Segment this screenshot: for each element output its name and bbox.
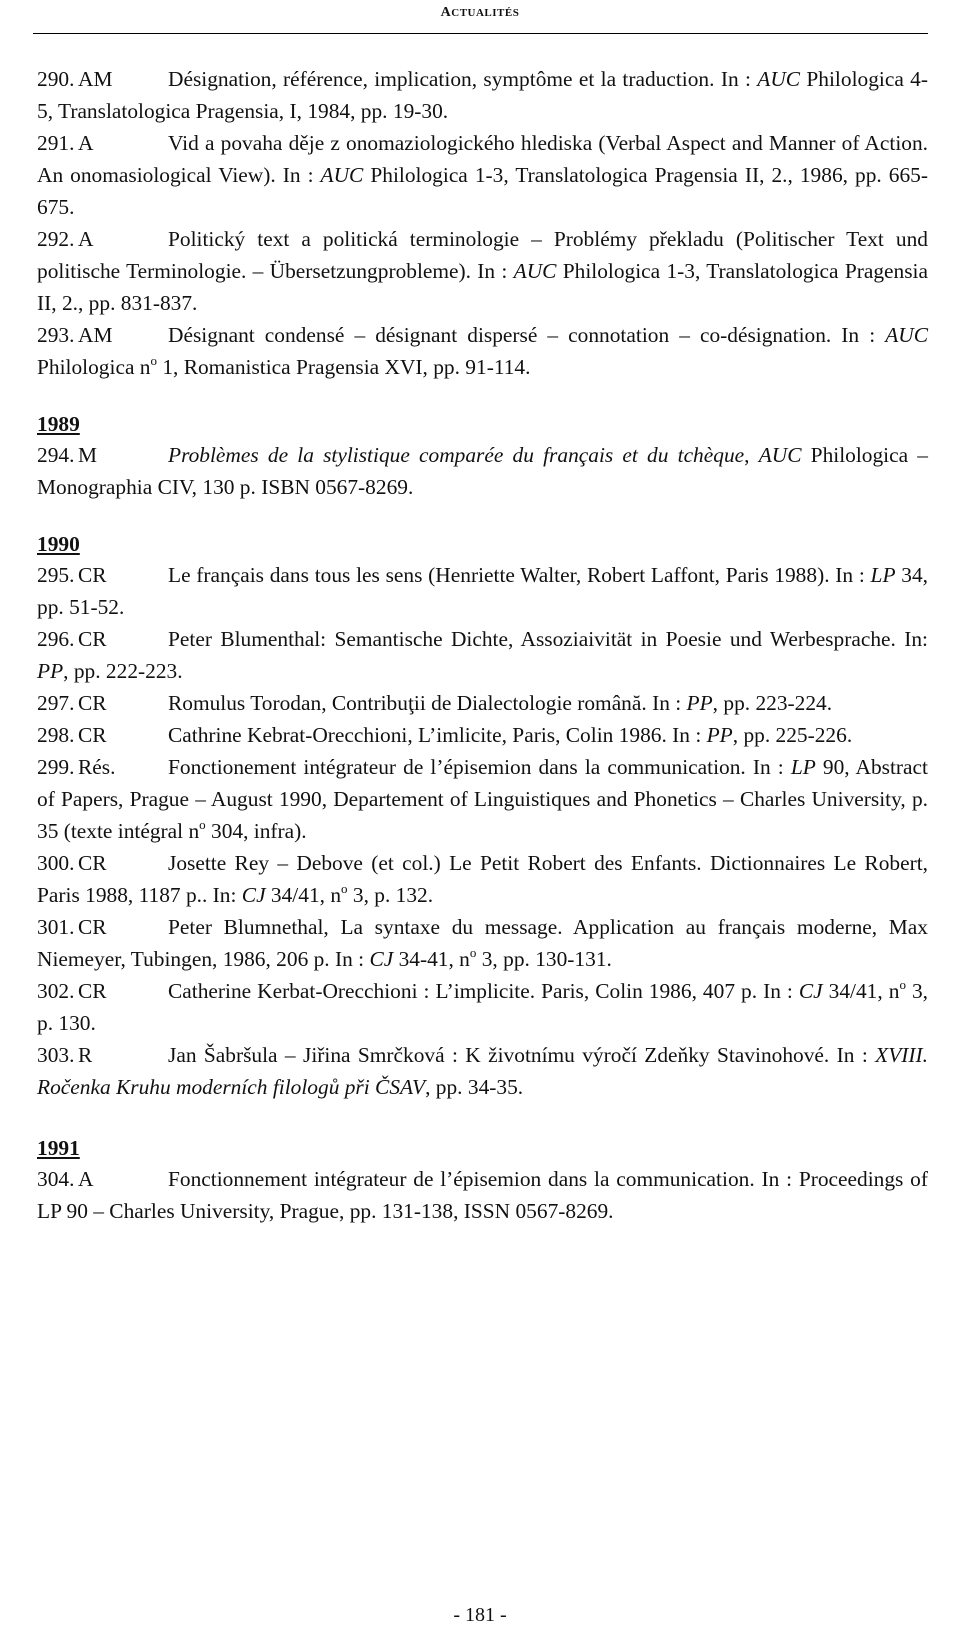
entry-text: Peter Blumnethal, La syntaxe du message. Application au français moderne, Max Niemeyer, Tubingen, 1986, 206 p. In : CJ 34-41, $n^o$ 3, pp. 130-131. (37, 915, 928, 971)
entry-type: AM (78, 67, 113, 91)
year-section-1989 (37, 409, 928, 503)
entry-number: 300. (37, 851, 75, 875)
entry-text: Fonctionement intégrateur de l’épisemion dans la communication. In : LP 90, Abstract of Papers, Prague – August 1990, Departement of Linguistiques and Phonetics – Charles University, p. 35 (texte intégral $n^o$ 304, infra). (37, 755, 928, 843)
entry-text: Romulus Torodan, Contribuţii de Dialectologie română. In : PP, pp. 223-224. (168, 691, 833, 715)
entry-type: R (78, 1043, 93, 1067)
bibliography-entry (37, 847, 928, 911)
bibliography-entry (37, 719, 928, 751)
entry-type: CR (78, 979, 107, 1003)
entry-text: Fonctionnement intégrateur de l’épisemion dans la communication. In : Proceedings of LP 90 – Charles University, Prague, pp. 131-138, ISSN 0567-8269. (37, 1167, 928, 1223)
entry-text: Politický text a politická terminologie – Problémy překladu (Politischer Text und politische Terminologie. – Übersetzungprobleme). In : AUC Philologica 1-3, Translatologica Pragensia II, 2., pp. 831-837. (37, 227, 928, 315)
entry-group (37, 1163, 928, 1227)
bibliography-entry (37, 127, 928, 223)
bibliography-entry (37, 975, 928, 1039)
year-heading: 1989 (37, 412, 80, 436)
year-heading: 1990 (37, 532, 80, 556)
entry-number: 302. (37, 979, 75, 1003)
entry-number: 292. (37, 227, 75, 251)
entry-group (37, 439, 928, 503)
entry-group (37, 559, 928, 1103)
entry-text: Désignant condensé – désignant dispersé – connotation – co-désignation. In : AUC Philologica $n^o$ 1, Romanistica Pragensia XVI, pp. 91-114. (37, 323, 928, 379)
entry-number: 290. (37, 67, 75, 91)
entry-type: CR (78, 851, 107, 875)
bibliography-entry (37, 911, 928, 975)
bibliography-entry (37, 751, 928, 847)
bibliography-entry (37, 223, 928, 319)
entry-text: Cathrine Kebrat-Orecchioni, L’imlicite, Paris, Colin 1986. In : PP, pp. 225-226. (168, 723, 853, 747)
entry-number: 303. (37, 1043, 75, 1067)
entry-text: Jan Šabršula – Jiřina Smrčková : K životnímu výročí Zdeňky Stavinohové. In : XVIII. Ročenka Kruhu moderních filologů při ČSAV, pp. 34-35. (37, 1043, 928, 1099)
entry-type: CR (78, 691, 107, 715)
entry-type: CR (78, 915, 107, 939)
bibliography-entry (37, 559, 928, 623)
entry-number: 291. (37, 131, 75, 155)
entry-number: 301. (37, 915, 75, 939)
entry-type: CR (78, 627, 107, 651)
entry-text: Le français dans tous les sens (Henriette Walter, Robert Laffont, Paris 1988). In : LP 34, pp. 51-52. (37, 563, 928, 619)
entry-text: Désignation, référence, implication, symptôme et la traduction. In : AUC Philologica 4-5, Translatologica Pragensia, I, 1984, pp. 19-30. (37, 67, 928, 123)
entry-type: CR (78, 563, 107, 587)
bibliography-entry (37, 319, 928, 383)
entry-type: AM (78, 323, 113, 347)
bibliography-entry (37, 687, 928, 719)
year-section-1990 (37, 529, 928, 1103)
entry-type: A (78, 1167, 94, 1191)
running-head-initial: A (440, 5, 452, 20)
entry-text: Problèmes de la stylistique comparée du français et du tchèque, AUC Philologica – Monographia CIV, 130 p. ISBN 0567-8269. (37, 443, 928, 499)
bibliography-entry (37, 439, 928, 503)
year-heading: 1991 (37, 1136, 80, 1160)
entry-number: 296. (37, 627, 75, 651)
entry-text: Peter Blumenthal: Semantische Dichte, Assoziaivität in Poesie und Werbesprache. In: PP, pp. 222-223. (37, 627, 928, 683)
entry-type: A (78, 227, 94, 251)
page-number: - 181 - (453, 1604, 507, 1626)
bibliography-entry (37, 63, 928, 127)
entry-type: CR (78, 723, 107, 747)
running-head-rest: CTUALITÉS (451, 7, 520, 19)
entry-number: 297. (37, 691, 75, 715)
entry-type: Rés. (78, 755, 116, 779)
entry-type: M (78, 443, 98, 467)
bibliography-entry (37, 1163, 928, 1227)
running-head (0, 5, 960, 21)
header-rule (33, 33, 928, 34)
bibliography-content (37, 63, 928, 1227)
year-section-1991 (37, 1133, 928, 1227)
entry-number: 293. (37, 323, 75, 347)
entry-text: Vid a povaha děje z onomaziologického hlediska (Verbal Aspect and Manner of Action. An onomasiological View). In : AUC Philologica 1-3, Translatologica Pragensia II, 2., 1986, pp. 665-675. (37, 131, 928, 219)
entry-text: Josette Rey – Debove (et col.) Le Petit Robert des Enfants. Dictionnaires Le Robert, Paris 1988, 1187 p.. In: CJ 34/41, $n^o$ 3, p. 132. (37, 851, 928, 907)
entry-number: 298. (37, 723, 75, 747)
entry-number: 299. (37, 755, 75, 779)
bibliography-entry (37, 1039, 928, 1103)
entry-number: 295. (37, 563, 75, 587)
entry-number: 294. (37, 443, 75, 467)
entry-group-1988 (37, 63, 928, 383)
entry-type: A (78, 131, 94, 155)
entry-text: Catherine Kerbat-Orecchioni : L’implicite. Paris, Colin 1986, 407 p. In : CJ 34/41, $n^o$ 3, p. 130. (37, 977, 928, 1035)
bibliography-entry (37, 623, 928, 687)
entry-number: 304. (37, 1167, 75, 1191)
